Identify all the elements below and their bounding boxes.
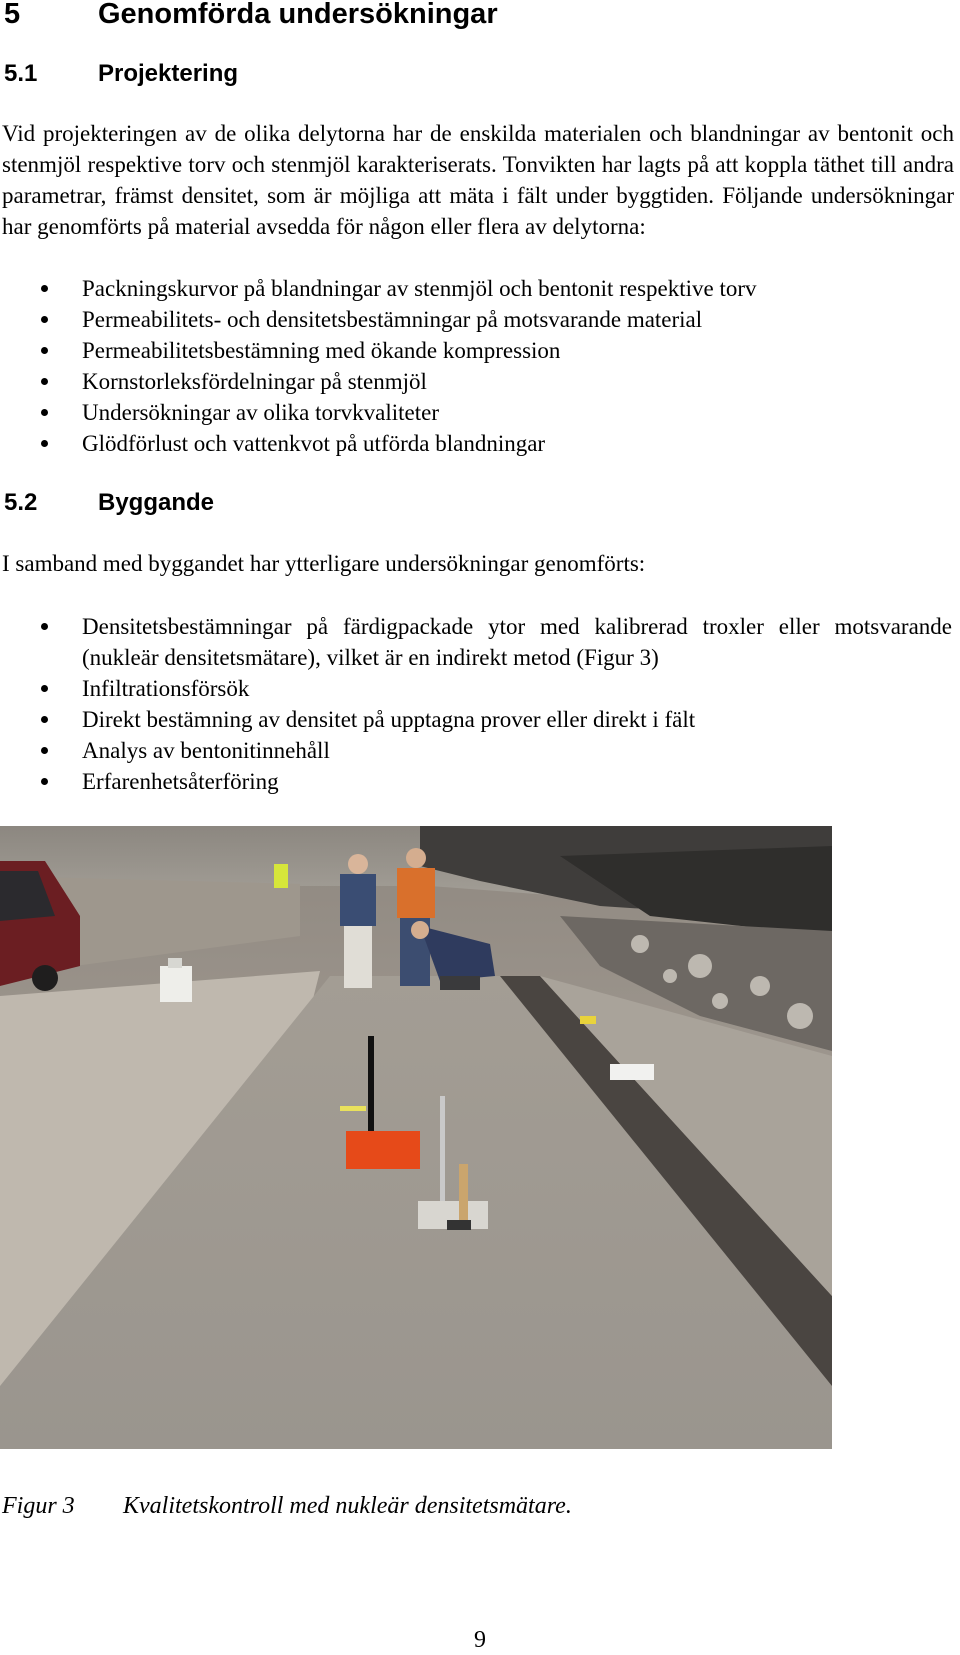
bullet-icon (41, 440, 48, 447)
list-item: Direkt bestämning av densitet på upptagna prover eller direkt i fält (0, 704, 952, 735)
list-item: Densitetsbestämningar på färdigpackade ytor med kalibrerad troxler eller motsvarande (nukleär densitetsmätare), vilket är en indirekt metod (Figur 3) (0, 611, 952, 673)
list-item: Permeabilitets- och densitetsbestämningar på motsvarande material (0, 304, 952, 335)
list-item: Glödförlust och vattenkvot på utförda blandningar (0, 428, 952, 459)
bullet-icon (41, 716, 48, 723)
byggande-paragraph: I samband med byggandet har ytterligare undersökningar genomförts: (2, 551, 646, 576)
figure-photo (0, 826, 832, 1449)
section-heading-5 (4, 0, 498, 31)
figure-label: Figur 3 (2, 1493, 75, 1519)
byggande-bullet-list (0, 611, 952, 797)
section-title: Byggande (98, 489, 215, 516)
bullet-icon (41, 623, 48, 630)
bullet-icon (41, 347, 48, 354)
section-number: 5.2 (4, 489, 38, 516)
projektering-bullet-list (0, 273, 952, 459)
figure-caption-text: Kvalitetskontroll med nukleär densitetsmätare. (123, 1493, 572, 1519)
list-item: Kornstorleksfördelningar på stenmjöl (0, 366, 952, 397)
list-item: Packningskurvor på blandningar av stenmjöl och bentonit respektive torv (0, 273, 952, 304)
section-heading-5-2 (4, 489, 214, 517)
site-photo-illustration (0, 826, 832, 1449)
page-number: 9 (474, 1627, 486, 1653)
list-item: Erfarenhetsåterföring (0, 766, 952, 797)
section-heading-5-1 (4, 60, 238, 88)
section-title: Genomförda undersökningar (98, 0, 498, 30)
list-item: Permeabilitetsbestämning med ökande kompression (0, 335, 952, 366)
list-item: Infiltrationsförsök (0, 673, 952, 704)
bullet-icon (41, 747, 48, 754)
projektering-paragraph: Vid projekteringen av de olika delytorna har de enskilda materialen och blandningar av bentonit och stenmjöl respektive torv och stenmjöl karakteriserats. Tonvikten har lagts på att koppla täthet till andra parametrar, främst densitet, som är möjliga att mäta i fält under byggtiden. Följande undersökningar har genomförts på material avsedda för någon eller flera av delytorna: (2, 121, 954, 239)
bullet-icon (41, 778, 48, 785)
section-number: 5.1 (4, 60, 38, 87)
bullet-icon (41, 316, 48, 323)
list-item: Undersökningar av olika torvkvaliteter (0, 397, 952, 428)
bullet-icon (41, 285, 48, 292)
bullet-icon (41, 378, 48, 385)
section-title: Projektering (98, 60, 239, 87)
bullet-icon (41, 409, 48, 416)
section-number: 5 (4, 0, 21, 30)
list-item: Analys av bentonitinnehåll (0, 735, 952, 766)
bullet-icon (41, 685, 48, 692)
figure-caption (2, 1493, 572, 1520)
